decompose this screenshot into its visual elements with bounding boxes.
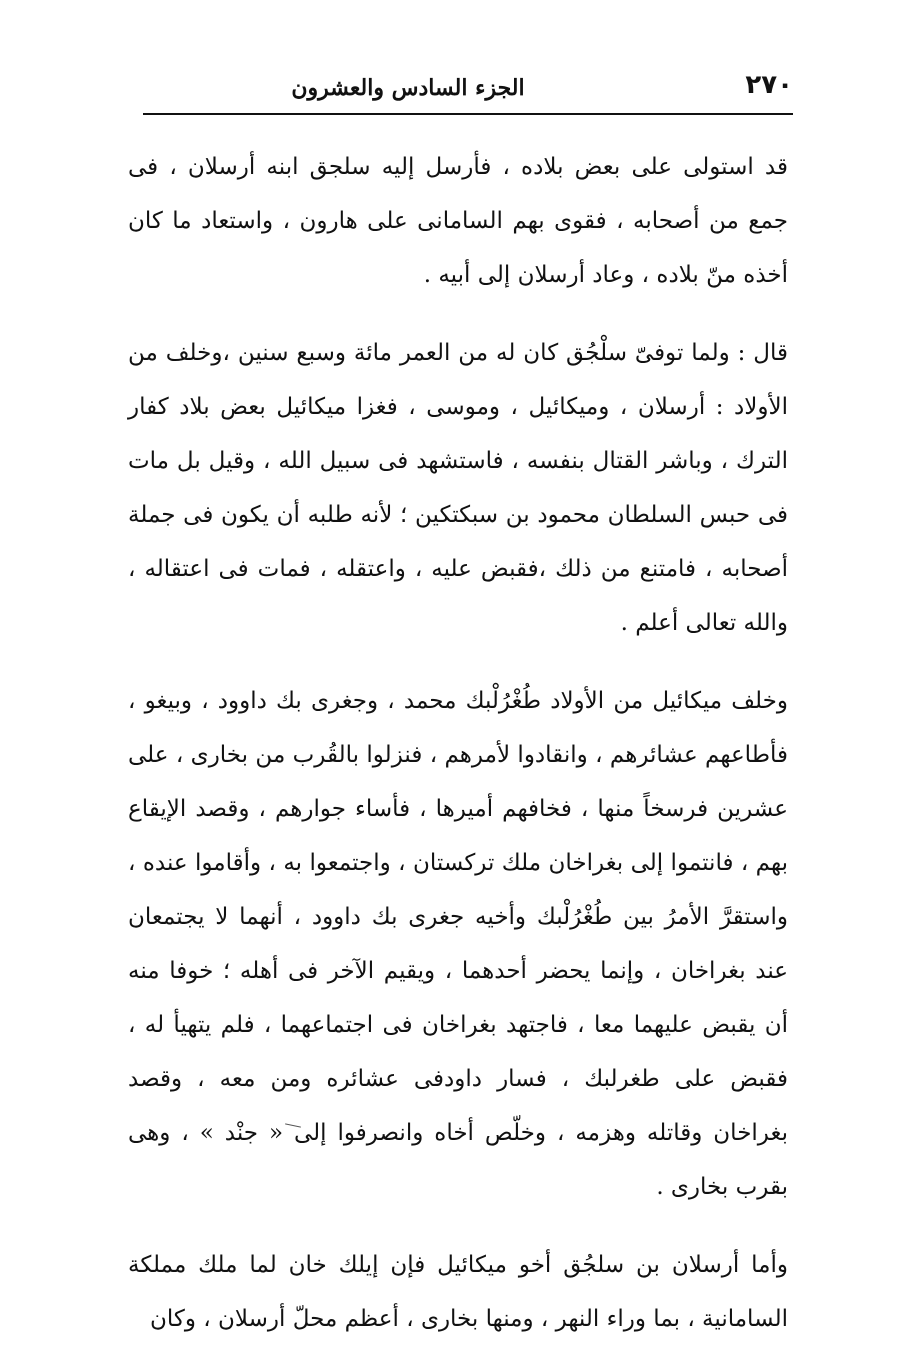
paragraph-3: وخلف ميكائيل من الأولاد طُغْرُلْبك محمد ، وجغرى بك داوود ، وبيغو ، فأطاعهم عشائرهم ، وانقادوا لأمرهم ، فنزلوا بالقُرب من بخارى ، على عشرين فرسخاً منها ، فخافهم أميرها ، فأساء جوارهم ، وقصد الإيقاع بهم ، فانتموا إلى بغراخان ملك تركستان ، واجتمعوا به ، وأقاموا عنده ، واستقرَّ الأمرُ بين طُغْرُلْبك وأخيه جغرى بك داوود ، أنهما لا يجتمعان عند بغراخان ، وإنما يحضر أحدهما ، ويقيم الآخر فى أهله ؛ خوفا منه أن يقبض عليهما معا ، فاجتهد بغراخان فى اجتماعهما ، فلم يتهيأ له ، فقبض على طغرلبك ، فسار داودفى عشائره ومن معه ، وقصد بغراخان وقاتله وهزمه ، وخلّص أخاه وانصرفوا إلى « جنْد » ، وهى بقرب بخارى .: [128, 688, 788, 1200]
paragraph-1: قد استولى على بعض بلاده ، فأرسل إليه سلجق ابنه أرسلان ، فى جمع من أصحابه ، فقوى بهم السامانى على هارون ، واستعاد ما كان أخذه منّ بلاده ، وعاد أرسلان إلى أبيه .: [128, 154, 788, 288]
header-rule: [143, 113, 793, 115]
paragraph-4: وأما أرسلان بن سلجُق أخو ميكائيل فإن إيلك خان لما ملك مملكة السامانية ، بما وراء النهر ، ومنها بخارى ، أعظم محلّ أرسلان ، وكان: [128, 1252, 788, 1332]
paragraph-2: قال : ولما توفىّ سلْجُق كان له من العمر مائة وسبع سنين ،وخلف من الأولاد : أرسلان ، وميكائيل ، وموسى ، فغزا ميكائيل بعض بلاد كفار الترك ، وباشر القتال بنفسه ، فاستشهد فى سبيل الله ، وقيل بل مات فى حبس السلطان محمود بن سبكتكين ؛ لأنه طلبه أن يكون فى جملة أصحابه ، فامتنع من ذلك ،فقبض عليه ، واعتقله ، فمات فى اعتقاله ، والله تعالى أعلم .: [128, 340, 788, 636]
paragraph-gap: [128, 302, 788, 326]
body-text: [128, 140, 788, 1346]
running-title: الجزء السادس والعشرون: [291, 75, 525, 101]
paragraph-gap: [128, 1214, 788, 1238]
page-header: [143, 66, 793, 106]
paragraph-gap: [128, 650, 788, 674]
page-number: ٢٧٠: [745, 70, 793, 100]
